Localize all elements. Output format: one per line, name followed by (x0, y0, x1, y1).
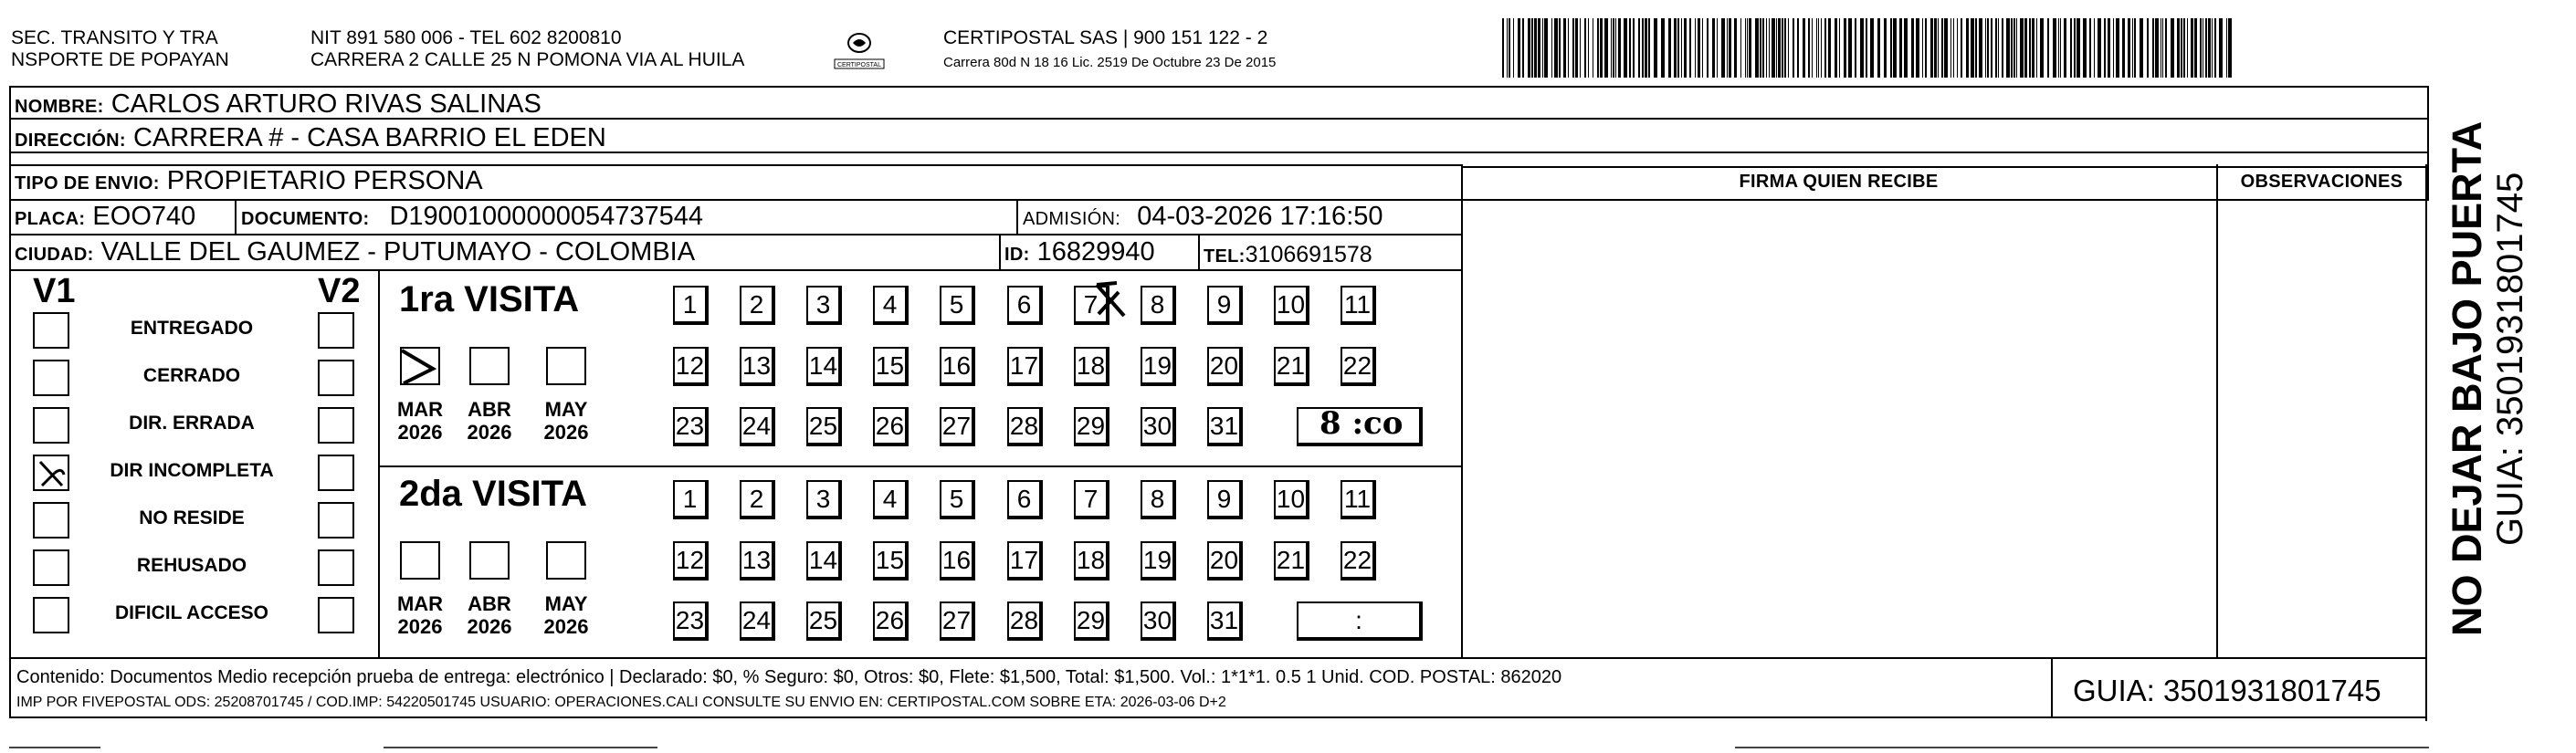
day-box[interactable]: 28 (1007, 407, 1043, 446)
month-name: MAR (396, 592, 444, 615)
day-box[interactable]: 28 (1007, 601, 1043, 641)
day-box[interactable]: 7 (1074, 480, 1109, 519)
month-checkbox[interactable] (400, 541, 440, 580)
day-box[interactable]: 19 (1141, 347, 1176, 386)
day-box[interactable]: 6 (1007, 480, 1043, 519)
day-box[interactable]: 13 (740, 347, 775, 386)
day-box[interactable]: 11 (1341, 286, 1376, 325)
day-box[interactable]: 23 (673, 407, 709, 446)
courier-license: Carrera 80d N 18 16 Lic. 2519 De Octubre 23 De 2015 (943, 55, 1277, 70)
v1-checkbox[interactable] (33, 502, 69, 539)
visit2-title: 2da VISITA (399, 474, 587, 514)
day-box[interactable]: 13 (740, 541, 775, 580)
v1-checkbox[interactable] (33, 407, 69, 444)
day-box[interactable]: 16 (940, 347, 975, 386)
checklist-label: NO RESIDE (139, 507, 245, 528)
ciudad-cell: CIUDAD: VALLE DEL GAUMEZ - PUTUMAYO - COLOMBIA (15, 237, 696, 267)
v1-checkbox[interactable] (33, 360, 69, 396)
day-box[interactable]: 1 (673, 286, 709, 325)
checklist-label: CERRADO (142, 365, 241, 386)
day-box[interactable]: 8 (1141, 286, 1176, 325)
v1-checkbox[interactable] (33, 549, 69, 586)
month-checkbox[interactable] (546, 541, 586, 580)
checklist-label: DIR. ERRADA (129, 413, 255, 434)
v2-checkbox[interactable] (318, 549, 354, 586)
footer-content-line: Contenido: Documentos Medio recepción prueba de entrega: electrónico | Declarado: $0, % Seguro: $0, Otros: $0, Flete: $1,500, Total: $1,500. Vol.: 1*1*1. 0.5 1 Unid. COD. POSTAL: 862020 (16, 667, 1562, 687)
day-box[interactable]: 26 (873, 601, 909, 641)
day-box[interactable]: 5 (940, 480, 975, 519)
footer-imp-line: IMP POR FIVEPOSTAL ODS: 25208701745 / COD.IMP: 54220501745 USUARIO: OPERACIONES.CALI CONSULTE SU ENVIO EN: CERTIPOSTAL.COM SOBRE ETA: 2026-03-06 D+2 (16, 695, 1226, 710)
v1-checkbox[interactable] (33, 312, 69, 349)
day-box[interactable]: 8 (1141, 480, 1176, 519)
day-box[interactable]: 17 (1007, 541, 1043, 580)
v2-checkbox[interactable] (318, 407, 354, 444)
admision-cell: ADMISIÓN: 04-03-2026 17:16:50 (1023, 202, 1383, 231)
nombre-value: CARLOS ARTURO RIVAS SALINAS (110, 89, 541, 119)
firma-header: FIRMA QUIEN RECIBE (1739, 172, 1939, 192)
day-box[interactable]: 7 (1074, 286, 1109, 325)
day-box[interactable]: 16 (940, 541, 975, 580)
side-guia: GUIA: 3501931801745 (2490, 172, 2530, 546)
tel-value: 3106691578 (1245, 242, 1372, 267)
day-box[interactable]: 20 (1207, 347, 1243, 386)
day-box[interactable]: 19 (1141, 541, 1176, 580)
month-checkbox[interactable] (400, 347, 440, 385)
day-box[interactable]: 25 (806, 407, 842, 446)
day-box[interactable]: 24 (740, 601, 775, 641)
day-box[interactable]: 26 (873, 407, 909, 446)
v1-checkbox[interactable] (33, 597, 69, 633)
month-name: MAY (544, 398, 588, 421)
v2-checkbox[interactable] (318, 360, 354, 396)
ciudad-value: VALLE DEL GAUMEZ - PUTUMAYO - COLOMBIA (100, 237, 696, 267)
month-checkbox[interactable] (546, 347, 586, 385)
v1-checkbox[interactable] (33, 455, 69, 491)
month-label (393, 592, 447, 638)
month-year: 2026 (397, 615, 443, 638)
day-box[interactable]: 31 (1207, 407, 1243, 446)
checklist-label: DIR INCOMPLETA (110, 460, 274, 481)
day-box[interactable]: 6 (1007, 286, 1043, 325)
month-year: 2026 (467, 421, 512, 444)
sender-nit: NIT 891 580 006 - TEL 602 8200810 (310, 27, 622, 48)
admision-value: 04-03-2026 17:16:50 (1137, 202, 1383, 231)
day-box[interactable]: 10 (1274, 480, 1309, 519)
sender-address: CARRERA 2 CALLE 25 N POMONA VIA AL HUILA (310, 49, 745, 70)
placa-value: EOO740 (92, 202, 196, 231)
day-box[interactable]: 20 (1207, 541, 1243, 580)
placa-cell: PLACA: EOO740 (15, 202, 196, 231)
time-box[interactable]: : (1297, 601, 1423, 641)
v1-header: V1 (33, 272, 76, 310)
v2-header: V2 (318, 272, 361, 310)
day-box[interactable]: 21 (1274, 347, 1309, 386)
day-box[interactable]: 2 (740, 286, 775, 325)
month-name: MAY (544, 592, 588, 615)
day-box[interactable]: 30 (1141, 601, 1176, 641)
observaciones-header: OBSERVACIONES (2240, 172, 2403, 192)
day-box[interactable]: 1 (673, 480, 709, 519)
month-label (539, 592, 594, 638)
day-box[interactable]: 3 (806, 286, 842, 325)
svg-text:CERTIPOSTAL: CERTIPOSTAL (837, 62, 881, 68)
month-year: 2026 (543, 615, 589, 638)
day-box[interactable]: 11 (1341, 480, 1376, 519)
visit1-handwritten-time: 8 :co (1320, 405, 1404, 442)
v2-checkbox[interactable] (318, 502, 354, 539)
day-box[interactable]: 15 (873, 541, 909, 580)
tel-cell: TEL:3106691578 (1204, 242, 1372, 267)
day-box[interactable]: 4 (873, 286, 909, 325)
nombre-row: NOMBRE: CARLOS ARTURO RIVAS SALINAS (15, 89, 541, 119)
header-barcode (1502, 18, 2242, 78)
id-cell: ID: 16829940 (1004, 237, 1155, 267)
day-box[interactable]: 29 (1074, 407, 1109, 446)
day-box[interactable]: 9 (1207, 286, 1243, 325)
month-name: ABR (468, 592, 511, 615)
sender-org-line2: NSPORTE DE POPAYAN (11, 49, 229, 70)
month-label (462, 398, 517, 444)
tipo-envio-value: PROPIETARIO PERSONA (166, 166, 483, 195)
day-box[interactable]: 22 (1341, 541, 1376, 580)
day-box[interactable]: 31 (1207, 601, 1243, 641)
day-box[interactable]: 12 (673, 541, 709, 580)
day-box[interactable]: 18 (1074, 541, 1109, 580)
day-box[interactable]: 27 (940, 407, 975, 446)
certipostal-logo (833, 29, 886, 75)
v2-checkbox[interactable] (318, 312, 354, 349)
day-box[interactable]: 15 (873, 347, 909, 386)
footer-guia: GUIA: 3501931801745 (2073, 674, 2381, 707)
month-year: 2026 (543, 421, 589, 444)
direccion-row: DIRECCIÓN: CARRERA # - CASA BARRIO EL EDEN (15, 123, 606, 152)
day-box[interactable]: 12 (673, 347, 709, 386)
month-label (539, 398, 594, 444)
documento-value: D19001000000054737544 (389, 202, 703, 231)
day-box[interactable]: 22 (1341, 347, 1376, 386)
month-name: MAR (396, 398, 444, 421)
visit1-title: 1ra VISITA (399, 279, 580, 319)
tipo-envio-row: TIPO DE ENVIO: PROPIETARIO PERSONA (15, 166, 483, 195)
day-box[interactable]: 3 (806, 480, 842, 519)
checklist-label: DIFICIL ACCESO (114, 602, 268, 623)
day-box[interactable]: 18 (1074, 347, 1109, 386)
day-box[interactable]: 21 (1274, 541, 1309, 580)
day-box[interactable]: 10 (1274, 286, 1309, 325)
direccion-value: CARRERA # - CASA BARRIO EL EDEN (132, 123, 606, 152)
month-label (393, 398, 447, 444)
day-box[interactable]: 4 (873, 480, 909, 519)
day-box[interactable]: 30 (1141, 407, 1176, 446)
day-box[interactable]: 25 (806, 601, 842, 641)
month-label (462, 592, 517, 638)
checklist-label: ENTREGADO (130, 318, 254, 339)
month-name: ABR (468, 398, 511, 421)
month-year: 2026 (467, 615, 512, 638)
month-checkbox[interactable] (469, 347, 510, 385)
v2-checkbox[interactable] (318, 455, 354, 491)
id-value: 16829940 (1036, 237, 1155, 267)
day-box[interactable]: 14 (806, 347, 842, 386)
day-box[interactable]: 24 (740, 407, 775, 446)
month-year: 2026 (397, 421, 443, 444)
v2-checkbox[interactable] (318, 597, 354, 633)
day-box[interactable]: 14 (806, 541, 842, 580)
side-no-dejar: NO DEJAR BAJO PUERTA (2444, 120, 2490, 636)
day-box[interactable]: 27 (940, 601, 975, 641)
day-box[interactable]: 17 (1007, 347, 1043, 386)
day-box[interactable]: 2 (740, 480, 775, 519)
checklist-label: REHUSADO (136, 555, 247, 576)
day-box[interactable]: 23 (673, 601, 709, 641)
courier-name: CERTIPOSTAL SAS | 900 151 122 - 2 (943, 27, 1268, 48)
day-box[interactable]: 5 (940, 286, 975, 325)
sender-org-line1: SEC. TRANSITO Y TRA (11, 27, 218, 48)
day-box[interactable]: 9 (1207, 480, 1243, 519)
month-checkbox[interactable] (469, 541, 510, 580)
documento-cell: DOCUMENTO: D19001000000054737544 (241, 202, 703, 231)
day-box[interactable]: 29 (1074, 601, 1109, 641)
